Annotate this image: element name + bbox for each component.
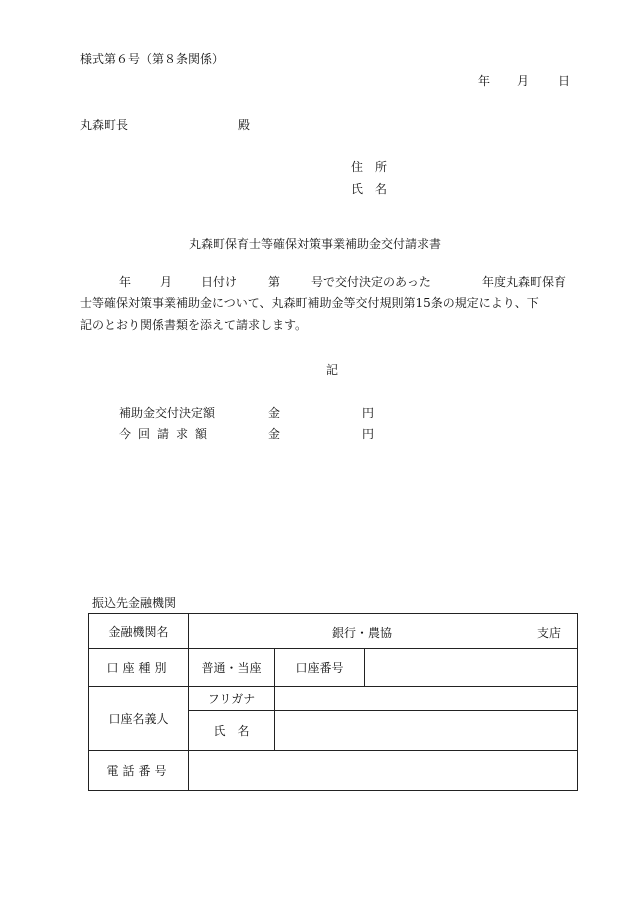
amount-requested-yen: 円	[362, 427, 375, 441]
holder-name-label: 氏 名	[189, 711, 275, 751]
account-type-value[interactable]: 普通・当座	[189, 649, 275, 687]
form-label: 様式第６号（第８条関係）	[80, 52, 225, 66]
holder-name-field[interactable]	[275, 711, 578, 751]
amount-decided-label: 補助金交付決定額	[119, 406, 216, 420]
phone-label: 電話番号	[89, 751, 189, 791]
account-number-field[interactable]	[365, 649, 578, 687]
amount-decided-kin: 金	[268, 406, 281, 420]
bank-table	[88, 613, 578, 791]
furigana-label: フリガナ	[189, 687, 275, 711]
furigana-field[interactable]	[275, 687, 578, 711]
date-year: 年	[478, 74, 491, 88]
body-fy: 年度丸森町保育	[482, 275, 567, 289]
addressee-name: 丸森町長	[80, 118, 129, 132]
account-type-label: 口座種別	[89, 649, 189, 687]
account-number-label: 口座番号	[275, 649, 365, 687]
date-day: 日	[558, 74, 571, 88]
branch-text: 支店	[537, 626, 562, 640]
amount-requested-kin: 金	[268, 427, 281, 441]
institution-field[interactable]	[189, 614, 578, 649]
body-line-2: 士等確保対策事業補助金について、丸森町補助金等交付規則第15条の規定により、下	[80, 296, 539, 310]
bank-caption: 振込先金融機関	[92, 596, 177, 610]
body-month: 月	[160, 275, 173, 289]
body-go: 号で交付決定のあった	[311, 275, 431, 289]
amount-decided-yen: 円	[362, 406, 375, 420]
body-year: 年	[119, 275, 132, 289]
addressee-honorific: 殿	[238, 118, 251, 132]
phone-field[interactable]	[189, 751, 578, 791]
applicant-address-label: 住 所	[351, 160, 388, 174]
institution-label: 金融機関名	[89, 614, 189, 649]
amount-requested-label: 今回請求額	[119, 427, 215, 441]
date-month: 月	[517, 74, 530, 88]
body-line-3: 記のとおり関係書類を添えて請求します。	[80, 318, 308, 332]
bank-text: 銀行・農協	[332, 626, 393, 640]
applicant-name-label: 氏 名	[351, 182, 388, 196]
ki-heading: 記	[326, 363, 339, 377]
document-title: 丸森町保育士等確保対策事業補助金交付請求書	[188, 237, 441, 251]
body-day: 日付け	[201, 275, 238, 289]
body-no: 第	[268, 275, 281, 289]
holder-label: 口座名義人	[89, 687, 189, 751]
